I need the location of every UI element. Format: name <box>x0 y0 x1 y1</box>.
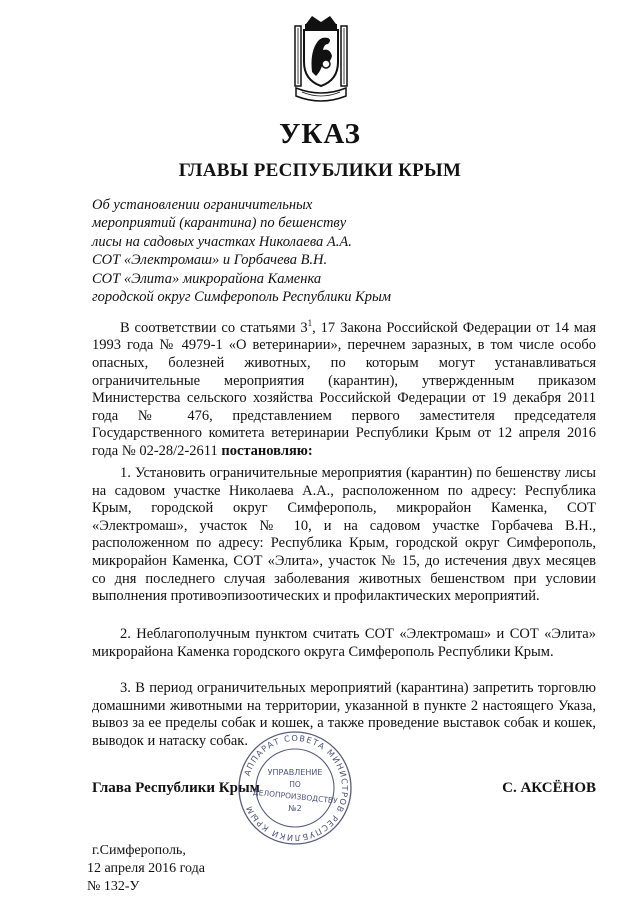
signatory-name: С. АКСЁНОВ <box>502 780 596 796</box>
document-subtitle: ГЛАВЫ РЕСПУБЛИКИ КРЫМ <box>178 160 462 181</box>
signatory-position: Глава Республики Крым <box>92 780 260 796</box>
document-subject <box>92 196 512 306</box>
subject-line: мероприятий (карантина) по бешенству <box>92 215 347 232</box>
preamble-text-rest: , 17 Закона Российской Федерации от 14 мая 1993 года № 4979-1 «О ветеринарии», перечнем заразных, в том числе особо опасных, болезней животных, по которым могут устанавливаться ограничительные мероприятия (карантин), утвержденным приказом Министерства сельского хозяйства Российской Федерации от 19 декабря 2011 года № 476, представлением первого заместителя председателя Государственного комитета ветеринарии Республики Крым от 12 апреля 2016 года № 02-28/2-2611 <box>92 319 596 459</box>
subject-line: лисы на садовых участках Николаева А.А. <box>92 233 352 250</box>
subject-line: Об установлении ограничительных <box>92 197 313 213</box>
decree-number: № 132-У <box>87 879 140 894</box>
stamp-line-2: ПО <box>289 780 301 789</box>
preamble-paragraph <box>92 315 596 461</box>
date-of-issue: 12 апреля 2016 года <box>87 861 205 876</box>
subject-line: СОТ «Элита» микрорайона Каменка <box>92 270 322 287</box>
subject-line: СОТ «Электромаш» и Горбачева В.Н. <box>92 252 328 269</box>
office-stamp <box>230 728 360 848</box>
document-title: УКАЗ <box>279 118 361 150</box>
paragraph-3: 3. В период ограничительных мероприятий (карантина) запретить торговлю домашними животными на территории, указанной в пункте 2 настоящего Указа, вывоз за ее пределы собак и кошек, а также проведение выставок собак и кошек, выводок и натаску собак. <box>92 680 596 749</box>
crimea-coat-of-arms-icon <box>292 14 350 104</box>
decree-word: постановляю: <box>221 442 313 459</box>
paragraph-2: 2. Неблагополучным пунктом считать СОТ «Электромаш» и СОТ «Элита» микрорайона Каменка городского округа Симферополь Республики Крым. <box>92 626 596 660</box>
stamp-line-3: ДЕЛОПРОИЗВОДСТВУ <box>252 787 339 806</box>
stamp-line-4: №2 <box>288 804 302 813</box>
stamp-line-1: УПРАВЛЕНИЕ <box>267 768 323 777</box>
article-superscript: 1 <box>307 318 313 328</box>
document-meta <box>87 842 205 896</box>
paragraph-1: 1. Установить ограничительные мероприятия (карантин) по бешенству лисы на садовом участке Николаева А.А., расположенном по адресу: Республика Крым, городской округ Симферополь, микрорайон Каменка, СОТ «Электромаш», участок № 10, и на садовом участке Горбачева В.Н., расположенном по адресу: Республика Крым, городской округ Симферополь, микрорайон Каменка, СОТ «Элита», участок № 15, до истечения двух месяцев со дня последнего случая заболевания животных бешенством при условии выполнения противоэпизоотических и профилактических мероприятий. <box>92 465 596 605</box>
preamble-text-start: В соответствии со статьями 3 <box>120 319 308 336</box>
stamp-ring-text: АППАРАТ СОВЕТА МИНИСТРОВ РЕСПУБЛИКИ КРЫМ <box>241 732 351 844</box>
subject-line: городской округ Симферополь Республики Крым <box>92 289 392 306</box>
place-of-issue: г.Симферополь, <box>92 843 186 858</box>
